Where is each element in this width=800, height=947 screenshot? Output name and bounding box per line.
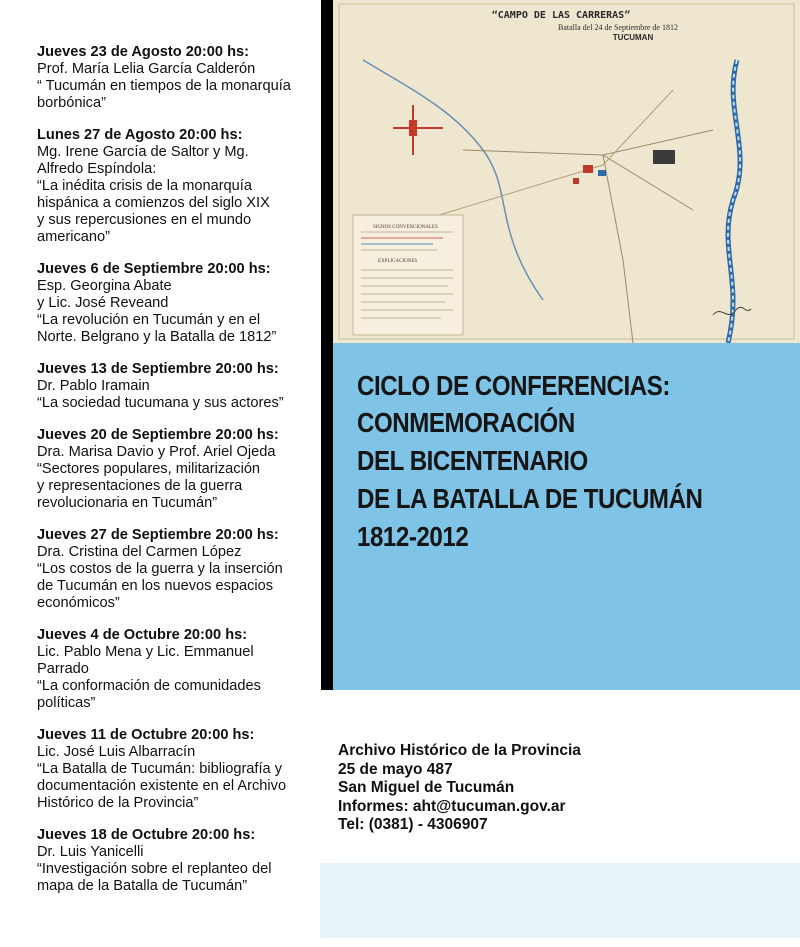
event-schedule (37, 44, 309, 910)
contact-city: San Miguel de Tucumán (338, 779, 515, 796)
event-line: y sus repercusiones en el mundo (37, 212, 252, 228)
event-line: de Tucumán en los nuevos espacios (37, 578, 274, 594)
event-line: “Sectores populares, militarización (37, 461, 261, 477)
map-subtitle: Batalla del 24 de Septiembre de 1812 (558, 23, 678, 32)
event-item (37, 427, 309, 512)
event-line: Mg. Irene García de Saltor y Mg. (37, 144, 249, 160)
contact-info (338, 742, 758, 835)
event-line: económicos” (37, 595, 120, 611)
event-line: Lic. Pablo Mena y Lic. Emmanuel (37, 644, 254, 660)
event-line: documentación existente en el Archivo (37, 778, 287, 794)
column-divider (321, 0, 333, 690)
event-line: Dra. Cristina del Carmen López (37, 544, 242, 560)
battle-map-image (333, 0, 800, 343)
title-line: DE LA BATALLA DE TUCUMÁN (357, 483, 703, 514)
map-title: “CAMPO DE LAS CARRERAS” (491, 10, 631, 21)
event-line: Prof. María Lelia García Calderón (37, 61, 256, 77)
event-line: “La revolución en Tucumán y en el (37, 312, 261, 328)
event-line: Dr. Luis Yanicelli (37, 844, 144, 860)
event-item (37, 527, 309, 612)
event-line: mapa de la Batalla de Tucumán” (37, 878, 248, 894)
event-line: políticas” (37, 695, 96, 711)
battle-map-drawing (333, 0, 800, 343)
event-line: hispánica a comienzos del siglo XIX (37, 195, 270, 211)
contact-email: Informes: aht@tucuman.gov.ar (338, 797, 566, 815)
event-line: “Los costos de la guerra y la inserción (37, 561, 283, 577)
footer-box (320, 863, 800, 938)
event-line: “La sociedad tucumana y sus actores” (37, 395, 284, 411)
event-line: y representaciones de la guerra (37, 478, 243, 494)
event-date: Jueves 6 de Septiembre 20:00 hs: (37, 261, 271, 277)
title-panel (333, 343, 800, 690)
event-line: Norte. Belgrano y la Batalla de 1812” (37, 329, 277, 345)
title-line: 1812-2012 (357, 521, 469, 552)
event-item (37, 627, 309, 712)
event-line: Esp. Georgina Abate (37, 278, 172, 294)
event-line: revolucionaria en Tucumán” (37, 495, 218, 511)
event-date: Jueves 23 de Agosto 20:00 hs: (37, 44, 249, 60)
event-line: Dra. Marisa Davio y Prof. Ariel Ojeda (37, 444, 276, 460)
event-date: Jueves 27 de Septiembre 20:00 hs: (37, 527, 279, 543)
event-date: Jueves 20 de Septiembre 20:00 hs: (37, 427, 279, 443)
event-item (37, 261, 309, 346)
event-line: “La inédita crisis de la monarquía (37, 178, 252, 194)
contact-institution: Archivo Histórico de la Provincia (338, 742, 581, 759)
event-line: y Lic. José Reveand (37, 295, 169, 311)
event-date: Jueves 13 de Septiembre 20:00 hs: (37, 361, 279, 377)
title-line: CICLO DE CONFERENCIAS: (357, 370, 670, 401)
event-line: “La conformación de comunidades (37, 678, 261, 694)
title-line: DEL BICENTENARIO (357, 445, 588, 476)
event-date: Jueves 4 de Octubre 20:00 hs: (37, 627, 248, 643)
contact-phone: Tel: (0381) - 4306907 (338, 816, 488, 833)
event-item (37, 727, 309, 812)
event-date: Jueves 18 de Octubre 20:00 hs: (37, 827, 256, 843)
map-place: TUCUMAN (612, 33, 654, 42)
event-line: borbónica” (37, 95, 106, 111)
event-item (37, 827, 309, 895)
map-explanations-heading: EXPLICACIONES (378, 259, 418, 264)
event-line: “La Batalla de Tucumán: bibliografía y (37, 761, 282, 777)
contact-address: 25 de mayo 487 (338, 760, 453, 778)
event-line: Dr. Pablo Iramain (37, 378, 150, 394)
event-date: Lunes 27 de Agosto 20:00 hs: (37, 127, 243, 143)
event-line: Lic. José Luis Albarracín (37, 744, 196, 760)
event-line: Parrado (37, 661, 89, 677)
event-item (37, 361, 309, 412)
event-line: Histórico de la Provincia” (37, 795, 199, 811)
event-line: “ Tucumán en tiempos de la monarquía (37, 78, 291, 94)
event-item (37, 44, 309, 112)
event-line: “Investigación sobre el replanteo del (37, 861, 272, 877)
event-line: Alfredo Espíndola: (37, 161, 157, 177)
event-date: Jueves 11 de Octubre 20:00 hs: (37, 727, 255, 743)
map-legend-heading: SIGNOS CONVENCIONALES (373, 225, 438, 230)
title-line: CONMEMORACIÓN (357, 407, 575, 438)
event-line: americano” (37, 229, 110, 245)
event-item (37, 127, 309, 246)
